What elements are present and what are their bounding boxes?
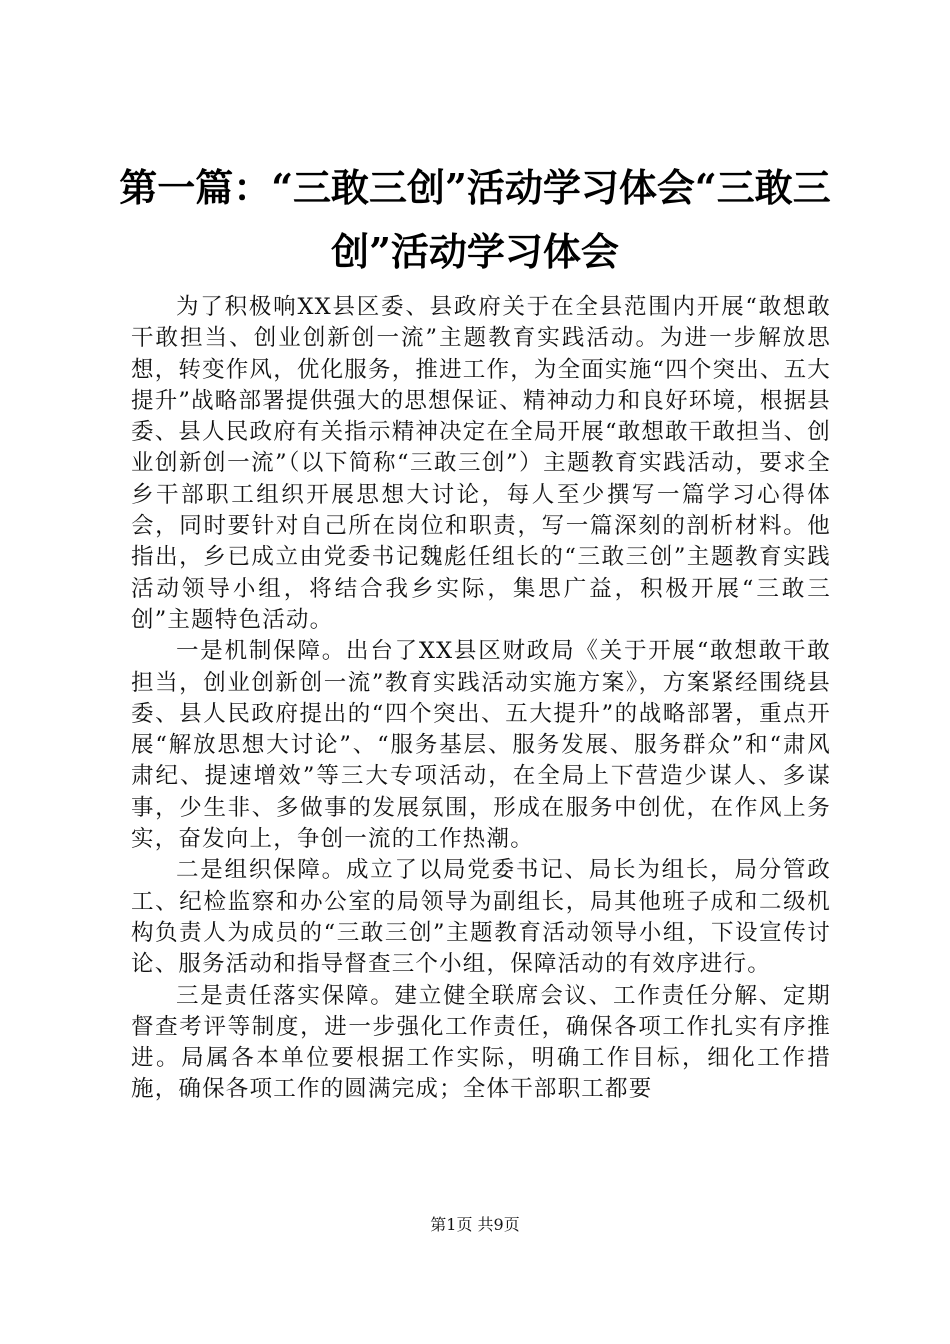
paragraph-intro: 为了积极响XX县区委、县政府关于在全县范围内开展“敢想敢干敢担当、创业创新创一流”主题教育实践活动。为进一步解放思想，转变作风，优化服务，推进工作，为全面实施“四个突出、五大提升”战略部署提供强大的思想保证、精神动力和良好环境，根据县委、县人民政府有关指示精神决定在全局开展“敢想敢干敢担当、创业创新创一流”（以下简称“三敢三创”）主题教育实践活动，要求全乡干部职工组织开展思想大讨论，每人至少撰写一篇学习心得体会，同时要针对自己所在岗位和职责，写一篇深刻的剖析材料。他指出，乡已成立由党委书记魏彪任组长的“三敢三创”主题教育实践活动领导小组，将结合我乡实际，集思广益，积极开展“三敢三创”主题特色活动。	[131, 294, 832, 633]
paragraph-mechanism: 一是机制保障。出台了XX县区财政局《关于开展“敢想敢干敢担当，创业创新创一流”教育实践活动实施方案》，方案紧经围绕县委、县人民政府提出的“四个突出、五大提升”的战略部署，重点开展“解放思想大讨论”、“服务基层、服务发展、服务群众”和“肃风肃纪、提速增效”等三大专项活动，在全局上下营造少谋人、多谋事，少生非、多做事的发展氛围，形成在服务中创优，在作风上务实，奋发向上，争创一流的工作热潮。	[131, 638, 831, 853]
paragraph-responsibility: 三是责任落实保障。建立健全联席会议、工作责任分解、定期督查考评等制度，进一步强化工作责任，确保各项工作扎实有序推进。局属各本单位要根据工作实际，明确工作目标，细化工作措施，确保各项工作的圆满完成；全体干部职工都要	[131, 982, 831, 1103]
page-footer: 第1页 共9页	[430, 1215, 520, 1234]
paragraph-organization: 二是组织保障。成立了以局党委书记、局长为组长，局分管政工、纪检监察和办公室的局领导为副组长，局其他班子成和二级机构负责人为成员的“三敢三创”主题教育活动领导小组，下设宣传讨论、服务活动和指导督查三个小组，保障活动的有效序进行。	[131, 857, 831, 978]
document-body	[131, 292, 831, 1106]
document-title: 第一篇：“三敢三创”活动学习体会“三敢三创”活动学习体会	[119, 165, 831, 274]
